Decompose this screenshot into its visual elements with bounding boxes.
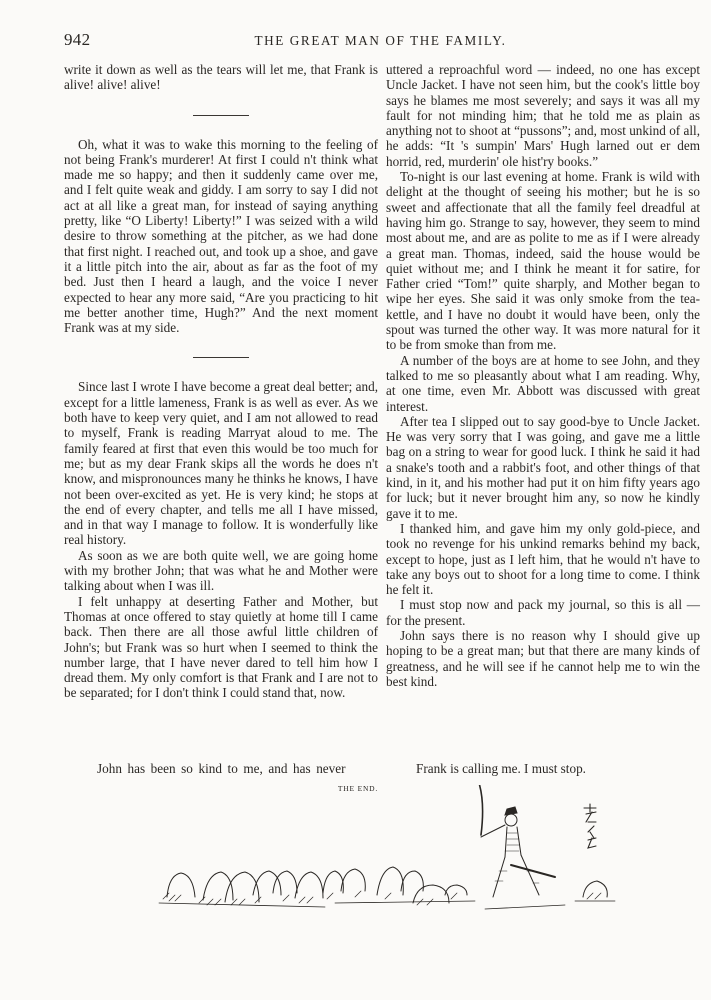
acorn — [167, 873, 195, 897]
acorn-row — [159, 867, 615, 909]
acorn — [413, 885, 449, 903]
the-end-label: THE END. — [337, 784, 379, 793]
paragraph: To-night is our last evening at home. Frank is wild with delight at the thought of seeing his mother; but he is so sweet and affectionate that all the family feel dreadful at having him go. Strange to say, however, they seem to mind most about me, and are as polite to me as if I were already a great man. Thomas, indeed, said the house would be quiet without me; and I think he meant it for satire, for Father cried “Tom!” quite sharply, and Mother began to wipe her eyes. She said it was only smoke from the tea-kettle, and I have no doubt it would have been, only the spout was turned the other way. It was more natural for it to be from smoke than from me. — [386, 169, 700, 353]
acorn — [225, 872, 259, 902]
acorn — [273, 871, 297, 893]
paragraph: Since last I wrote I have become a great deal better; and, except for a little lameness, Frank is as well as ever. As we both have to keep very quiet, and I am not allowed to read to myself, Frank is reading Marryat aloud to me. The family feared at first that even this would be too much for me; but as my dear Frank skips all the words he does n't know, and mispronounces many he thinks he knows, I have not been over-excited as yet. He is very kind; he stops at the end of every chapter, and tells me all I have missed, and in that way I manage to follow. It is wonderfully like real history. — [64, 379, 378, 548]
acorn — [583, 881, 607, 897]
paragraph: I thanked him, and gave him my only gold-piece, and took no revenge for his unkind remarks behind my back, except to hope, just as I left him, that he would n't have to take any boys out to shoot for a long time to come. I think he felt it. — [386, 520, 700, 598]
end-illustration — [155, 785, 625, 915]
paragraph: I felt unhappy at deserting Father and Mother, but Thomas at once offered to stay quietly at home till I came back. Then there are all those awful little children of John's; but Frank was so hurt when I seemed to think the number large, that I have never dared to tell him how I dread them. My only comfort is that Frank and I are not to be separated; for I don't think I could stand that, now. — [64, 593, 378, 701]
acorn — [377, 867, 403, 895]
running-head: THE GREAT MAN OF THE FAMILY. — [254, 33, 507, 48]
paragraph: write it down as well as the tears will let me, that Frank is alive! alive! alive! — [64, 62, 378, 93]
paragraph: I must stop now and pack my journal, so this is all — for the present. — [386, 597, 700, 628]
closing-line-right: Frank is calling me. I must stop. — [416, 761, 586, 776]
right-column — [386, 62, 700, 689]
acorn — [445, 885, 467, 895]
left-column — [64, 62, 378, 701]
acorn — [295, 872, 323, 898]
paragraph: After tea I slipped out to say good-bye to Uncle Jacket. He was very sorry that I was going, and gave me a little bag on a string to wear for good luck. I think he said it had a snake's tooth and a rabbit's foot, and other things of that kind, in it, and his mother had put it on him fifty years ago for luck; but it never brought him any, so now he kindly gave it to me. — [386, 413, 700, 521]
boy-with-sword-figure — [479, 785, 555, 897]
acorn — [401, 871, 423, 891]
paragraph: A number of the boys are at home to see John, and they talked to me so pleasantly about what I am reading. Why, at one time, even Mr. Abbott was discussed with great interest. — [386, 352, 700, 414]
paragraph: John says there is no reason why I should give up hoping to be a great man; but that there are many kinds of greatness, and he will see if he cannot help me to win the best kind. — [386, 627, 700, 689]
head — [505, 814, 517, 826]
artist-signature — [578, 802, 608, 852]
ground-line — [159, 901, 615, 909]
arm — [481, 825, 505, 837]
acorn — [323, 871, 343, 893]
acorn — [203, 872, 233, 900]
acorn — [253, 871, 281, 895]
page-number: 942 — [64, 30, 91, 49]
paragraph: As soon as we are both quite well, we are going home with my brother John; that was what he and Mother were talking about when I was ill. — [64, 547, 378, 594]
paragraph: Oh, what it was to wake this morning to the feeling of not being Frank's murderer! At first I could n't think what made me so happy; and then it suddenly came over me, and I felt quite weak and giddy. I am sorry to say I did not act at all like a great man, for instead of saying anything pretty, like “O Liberty! Liberty!” I was seized with a wild desire to throw something at the pitcher, as we had done that first night. I reached out, and took up a shoe, and gave it a little pitch into the air, about as far as the foot of my bed. Just then I heard a laugh, and the voice I never expected to hear any more said, “Are you practicing to hit me better another time, Hugh?” And the next moment Frank was at my side. — [64, 136, 378, 336]
torso — [505, 827, 521, 857]
raised-sword — [479, 785, 483, 835]
acorn — [341, 869, 365, 891]
paragraph: uttered a reproachful word — indeed, no one has except Uncle Jacket. I have not seen him, but the cook's little boy says he blames me most severely; and says it was all my fault for not minding him; that he told me as plain as anything not to shoot at “pussons”; and, most unkind of all, he adds: “It 's sumpin' Mars' Hugh larned out er dem horrid, red, murderin' ole hist'ry books.” — [386, 62, 700, 169]
closing-line-left: John has been so kind to me, and has never — [97, 761, 346, 776]
shading — [495, 833, 539, 883]
legs — [493, 855, 539, 897]
cap — [505, 807, 517, 815]
grass-hatching — [163, 891, 601, 905]
section-divider — [193, 115, 249, 116]
section-divider — [193, 357, 249, 358]
